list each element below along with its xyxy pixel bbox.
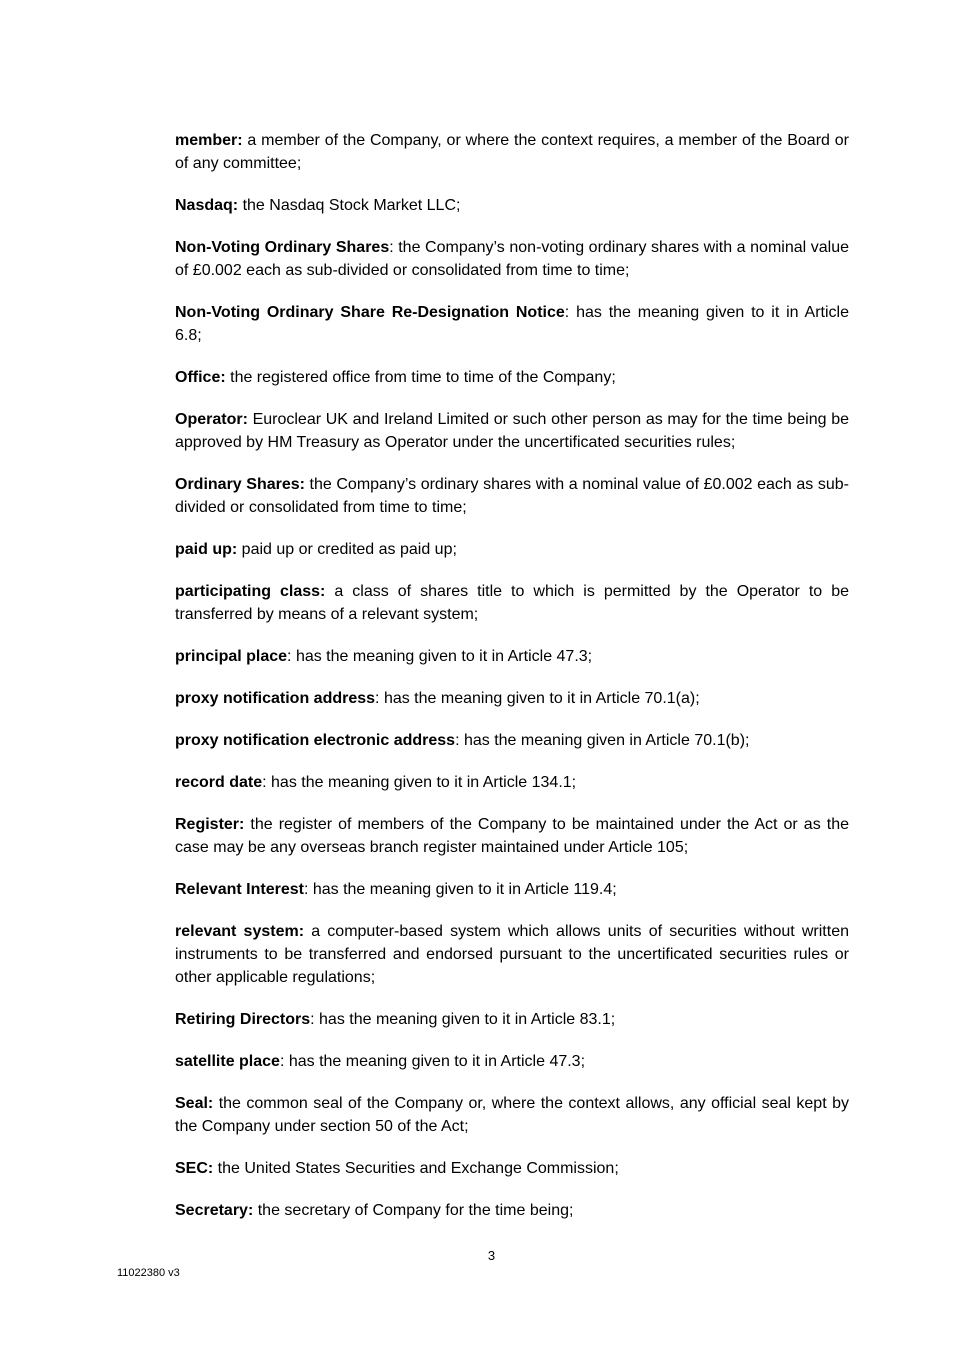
definition-operator [175,408,849,454]
definitions-list [175,129,849,1241]
definition-term: Register: [175,816,245,833]
definition-text: Euroclear UK and Ireland Limited or such other person as may for the time being be approved by HM Treasury as Operator under the uncertificated securities rules; [175,411,849,451]
definition-ordinary-shares [175,473,849,519]
definition-participating-class [175,580,849,626]
definition-sec [175,1157,849,1180]
definition-term: Nasdaq: [175,197,239,214]
definition-term: proxy notification address [175,690,376,707]
definition-term: Non-Voting Ordinary Share Re-Designation Notice [175,304,565,321]
definition-term: Relevant Interest [175,881,304,898]
definition-text: : has the meaning given to it in Article 70.1(a); [375,690,700,707]
definition-text: a computer-based system which allows units of securities without written instruments to be transferred and endorsed pursuant to the uncertificated securities rules or other applicable regulations; [175,923,849,986]
definition-text: the Nasdaq Stock Market LLC; [238,197,461,214]
definition-office [175,366,849,389]
definition-text: the registered office from time to time of the Company; [225,369,616,386]
definition-term: SEC: [175,1160,214,1177]
definition-text: the register of members of the Company to be maintained under the Act or as the case may be any overseas branch register maintained under Article 105; [175,816,849,856]
definition-text: the Company’s ordinary shares with a nominal value of £0.002 each as sub-divided or consolidated from time to time; [175,476,850,516]
definition-text: : has the meaning given to it in Article 119.4; [303,881,617,898]
definition-retiring-directors [175,1008,849,1031]
page-number: 3 [487,1248,496,1263]
definition-term: satellite place [175,1053,280,1070]
definition-relevant-system [175,920,849,989]
definition-term: Secretary: [175,1202,254,1219]
definition-text: : has the meaning given to it in Article 83.1; [310,1011,616,1028]
definition-term: paid up: [175,541,238,558]
definition-text: : the Company’s non-voting ordinary shares with a nominal value of £0.002 each as sub-divided or consolidated from time to time; [175,239,849,279]
definition-record-date [175,771,849,794]
definition-text: the common seal of the Company or, where the context allows, any official seal kept by the Company under section 50 of the Act; [175,1095,849,1135]
definition-term: Seal: [175,1095,214,1112]
definition-re-designation-notice [175,301,849,347]
definition-term: relevant system: [175,923,305,940]
definition-term: Retiring Directors [175,1011,311,1028]
definition-text: : has the meaning given to it in Article 134.1; [262,774,577,791]
definition-text: the United States Securities and Exchange Commission; [213,1160,619,1177]
definition-proxy-notification-address [175,687,849,710]
definition-term: Operator: [175,411,248,428]
definition-principal-place [175,645,849,668]
definition-text: a member of the Company, or where the context requires, a member of the Board or of any committee; [175,132,849,172]
definition-term: proxy notification electronic address [175,732,456,749]
definition-nasdaq [175,194,849,217]
definition-member [175,129,849,175]
definition-term: participating class: [175,583,326,600]
definition-secretary [175,1199,849,1222]
definition-text: : has the meaning given in Article 70.1(b); [455,732,750,749]
definition-seal [175,1092,849,1138]
document-reference: 11022380 v3 [117,1267,180,1279]
definition-relevant-interest [175,878,849,901]
definition-text: : has the meaning given to it in Article 47.3; [287,648,593,665]
definition-text: a class of shares title to which is permitted by the Operator to be transferred by means of a relevant system; [175,583,849,623]
definition-term: Ordinary Shares: [175,476,305,493]
definition-term: principal place [175,648,288,665]
definition-term: member: [175,132,243,149]
definition-term: record date [175,774,263,791]
definition-register [175,813,849,859]
definition-non-voting-ordinary-shares [175,236,849,282]
definition-text: the secretary of Company for the time being; [253,1202,574,1219]
definition-satellite-place [175,1050,849,1073]
definition-text: paid up or credited as paid up; [237,541,457,558]
definition-proxy-notification-electronic-address [175,729,849,752]
definition-term: Office: [175,369,226,386]
definition-term: Non-Voting Ordinary Shares [175,239,390,256]
definition-text: : has the meaning given to it in Article 47.3; [279,1053,586,1070]
definition-paid-up [175,538,849,561]
definition-text: : has the meaning given to it in Article 6.8; [175,304,849,344]
